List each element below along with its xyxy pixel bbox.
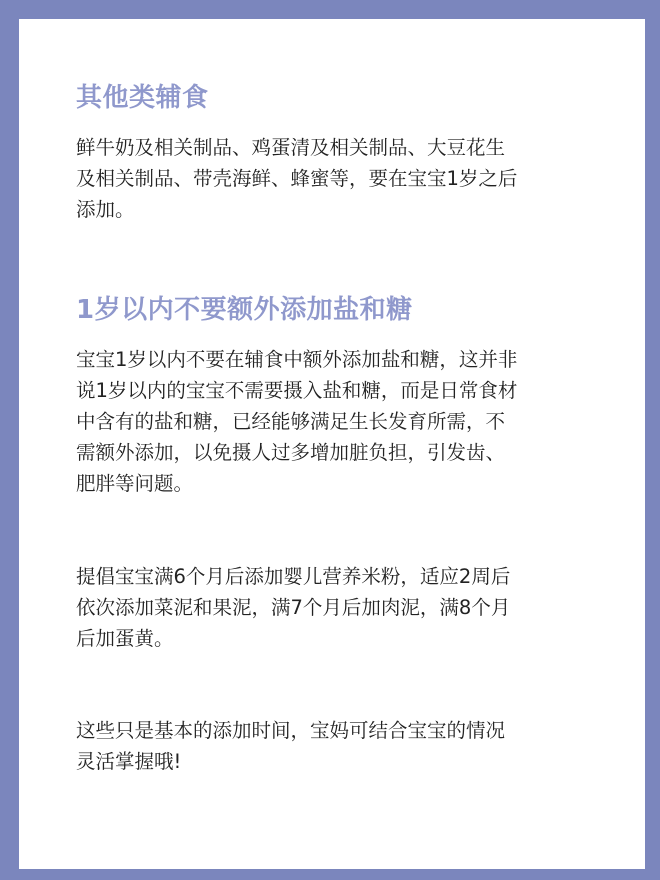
salt-sugar-paragraph: [76, 344, 591, 499]
paragraph-line: 及相关制品、带壳海鲜、蜂蜜等，要在宝宝1岁之后: [76, 167, 518, 190]
paragraph-line: 提倡宝宝满6个月后添加婴儿营养米粉，适应2周后: [76, 565, 511, 588]
section-heading-other-foods: 其他类辅食: [76, 83, 209, 113]
paragraph-line: 这些只是基本的添加时间，宝妈可结合宝宝的情况: [76, 719, 506, 742]
other-foods-paragraph: [76, 132, 591, 225]
paragraph-line: 肥胖等问题。: [76, 472, 194, 495]
paragraph-line: 添加。: [76, 198, 135, 221]
section-heading-no-salt-sugar: 1岁以内不要额外添加盐和糖: [76, 295, 413, 325]
paragraph-line: 宝宝1岁以内不要在辅食中额外添加盐和糖，这并非: [76, 348, 518, 371]
paragraph-line: 鲜牛奶及相关制品、鸡蛋清及相关制品、大豆花生: [76, 136, 506, 159]
paragraph-line: 需额外添加，以免摄人过多增加脏负担，引发齿、: [76, 441, 506, 464]
content-card: [19, 19, 645, 869]
paragraph-line: 说1岁以内的宝宝不需要摄入盐和糖，而是日常食材: [76, 379, 518, 402]
closing-note-paragraph: [76, 715, 591, 777]
paragraph-line: 中含有的盐和糖，已经能够满足生长发育所需，不: [76, 410, 506, 433]
paragraph-line: 依次添加菜泥和果泥，满7个月后加肉泥，满8个月: [76, 596, 511, 619]
paragraph-line: 灵活掌握哦!: [76, 750, 182, 773]
feeding-schedule-paragraph: [76, 561, 591, 654]
paragraph-line: 后加蛋黄。: [76, 627, 174, 650]
